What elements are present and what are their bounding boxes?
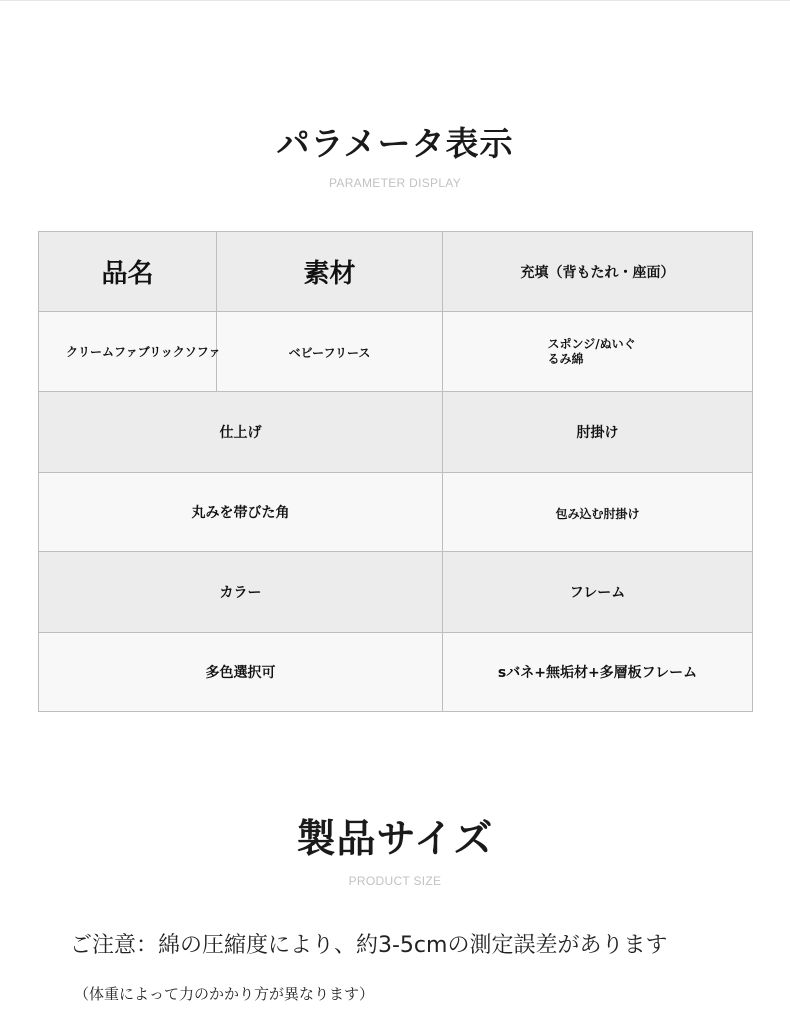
measurement-note: ご注意：綿の圧縮度により、約3-5cmの測定誤差があります [70,933,668,958]
frame-label: フレーム [443,552,753,633]
finish-value: 丸みを帯びた角 [39,473,443,552]
material-label: 素材 [217,232,443,312]
table-row [39,232,753,312]
armrest-label: 肘掛け [443,392,753,473]
table-row [39,392,753,473]
color-label: カラー [39,552,443,633]
size-subtitle: PRODUCT SIZE [348,874,442,888]
frame-value: sバネ+無垢材+多層板フレーム [443,633,753,712]
table-row [39,633,753,712]
armrest-value: 包み込む肘掛け [443,473,753,552]
material-value: ベビーフリース [217,312,443,392]
filling-value: スポンジ/ぬいぐるみ綿 [443,312,753,392]
table-row [39,552,753,633]
product-name-label: 品名 [39,232,217,312]
parameter-table [38,231,753,712]
finish-label: 仕上げ [39,392,443,473]
color-value: 多色選択可 [39,633,443,712]
size-title: 製品サイズ [296,817,494,862]
filling-label: 充填（背もたれ・座面） [443,232,753,312]
top-divider [0,0,790,1]
parameter-title: パラメータ表示 [276,124,514,163]
measurement-sub-note: （体重によって力のかかり方が異なります） [74,985,375,1003]
table-row [39,473,753,552]
parameter-subtitle: PARAMETER DISPLAY [328,176,462,190]
product-name-value: クリームファブリックソファ [39,312,217,392]
table-row [39,312,753,392]
